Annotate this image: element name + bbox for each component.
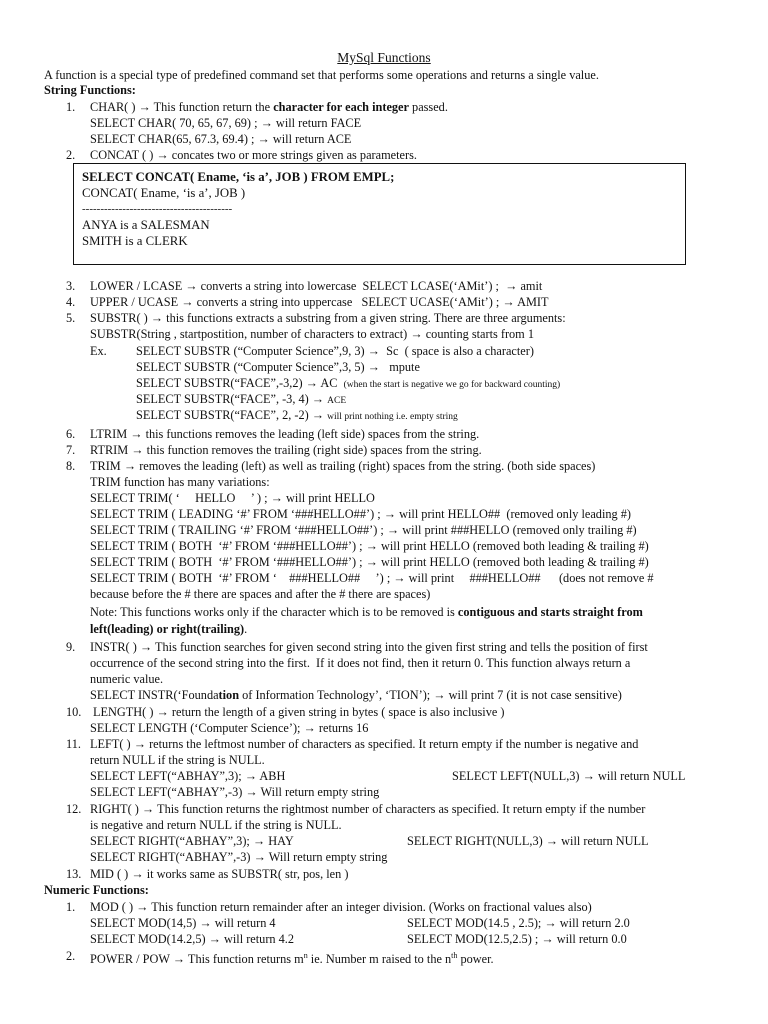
substr-syntax: SUBSTR(String , startpostition, number of characters to extract) → counting starts from 1 [90,327,534,341]
item-number: 2. [66,148,76,162]
trim-note-cont: left(leading) or right(trailing). [90,622,248,636]
length-example: SELECT LENGTH (‘Computer Science’); → returns 16 [90,721,369,735]
item-number: 8. [66,459,76,473]
item-number: 13. [66,867,82,881]
item-number: 12. [66,802,82,816]
left-example: SELECT LEFT(“ABHAY”,3); → ABH [90,769,286,783]
right-description: RIGHT( ) → This function returns the rightmost number of characters as specified. It return empty if the number [90,802,646,816]
lower-description: LOWER / LCASE → converts a string into lowercase SELECT LCASE(‘AMit’) ; → amit [90,279,543,293]
trim-example: SELECT TRIM ( BOTH ‘#’ FROM ‘###HELLO##’) ; → will print HELLO (removed both leading & trailing #) [90,539,649,553]
mod-example: SELECT MOD(12.5,2.5) ; → will return 0.0 [407,932,627,946]
left-example: SELECT LEFT(NULL,3) → will return NULL [452,769,686,783]
char-example-2: SELECT CHAR(65, 67.3, 69.4) ; → will return ACE [90,132,352,146]
concat-column-header: CONCAT( Ename, ‘is a’, JOB ) [82,186,246,200]
item-number: 1. [66,900,76,914]
item-number: 9. [66,640,76,654]
trim-example: SELECT TRIM ( TRAILING ‘#’ FROM ‘###HELLO##’) ; → will print ###HELLO (removed only trailing #) [90,523,637,537]
item-number: 6. [66,427,76,441]
mod-example: SELECT MOD(14.2,5) → will return 4.2 [90,932,295,946]
mod-description: MOD ( ) → This function return remainder after an integer division. (Works on fractional values also) [90,900,592,914]
upper-description: UPPER / UCASE → converts a string into uppercase SELECT UCASE(‘AMit’) ; → AMIT [90,295,549,309]
item-number: 1. [66,100,76,114]
left-description-cont: return NULL if the string is NULL. [90,753,265,767]
instr-description-cont: numeric value. [90,672,164,686]
substr-example: SELECT SUBSTR (“Computer Science”,9, 3) → Sc ( space is also a character) [136,344,534,358]
ltrim-description: LTRIM → this functions removes the leading (left side) spaces from the string. [90,427,480,441]
substr-example: SELECT SUBSTR(“FACE”, 2, -2) → will print nothing i.e. empty string [136,408,458,422]
string-functions-heading: String Functions: [44,83,136,97]
item-number: 5. [66,311,76,325]
mod-example: SELECT MOD(14.5 , 2.5); → will return 2.0 [407,916,630,930]
trim-example: SELECT TRIM ( BOTH ‘#’ FROM ‘###HELLO##’) ; → will print HELLO (removed both leading & trailing #) [90,555,649,569]
substr-ex-label: Ex. [90,344,107,358]
concat-result-row: SMITH is a CLERK [82,234,188,248]
instr-example: SELECT INSTR(‘Foundation of Information Technology’, ‘TION’); → will print 7 (it is not case sensitive) [90,688,622,702]
item-number: 11. [66,737,81,751]
concat-divider: ----------------------------------------- [82,203,233,215]
item-number: 10. [66,705,82,719]
intro-text: A function is a special type of predefined command set that performs some operations and returns a single value. [44,68,599,82]
concat-description: CONCAT ( ) → concates two or more strings given as parameters. [90,148,417,162]
substr-example: SELECT SUBSTR(“FACE”, -3, 4) → ACE [136,392,347,406]
trim-example: SELECT TRIM ( BOTH ‘#’ FROM ‘ ###HELLO## ’) ; → will print ###HELLO## (does not remove # [90,571,654,585]
item-number: 2. [66,949,76,963]
page-title: MySql Functions [337,50,431,65]
mid-description: MID ( ) → it works same as SUBSTR( str, pos, len ) [90,867,349,881]
trim-variations: TRIM function has many variations: [90,475,270,489]
length-description: LENGTH( ) → return the length of a given string in bytes ( space is also inclusive ) [93,705,505,719]
item-number: 3. [66,279,76,293]
right-example: SELECT RIGHT(“ABHAY”,3); → HAY [90,834,294,848]
trim-example-note: because before the # there are spaces and after the # there are spaces) [90,587,431,601]
concat-example-box [73,163,686,265]
numeric-functions-heading: Numeric Functions: [44,883,149,897]
concat-result-row: ANYA is a SALESMAN [82,218,210,232]
instr-description: INSTR( ) → This function searches for given second string into the given first string and tells the position of first [90,640,648,654]
trim-description: TRIM → removes the leading (left) as well as trailing (right) spaces from the string. (both side spaces) [90,459,596,473]
left-example: SELECT LEFT(“ABHAY”,-3) → Will return empty string [90,785,380,799]
substr-example: SELECT SUBSTR (“Computer Science”,3, 5) → mpute [136,360,420,374]
right-example: SELECT RIGHT(“ABHAY”,-3) → Will return empty string [90,850,388,864]
rtrim-description: RTRIM → this function removes the trailing (right side) spaces from the string. [90,443,482,457]
substr-example: SELECT SUBSTR(“FACE”,-3,2) → AC (when the start is negative we go for backward counting) [136,376,561,390]
right-example: SELECT RIGHT(NULL,3) → will return NULL [407,834,649,848]
item-number: 4. [66,295,76,309]
substr-description: SUBSTR( ) → this functions extracts a substring from a given string. There are three arguments: [90,311,566,325]
trim-example: SELECT TRIM ( LEADING ‘#’ FROM ‘###HELLO##’) ; → will print HELLO## (removed only leading #) [90,507,631,521]
concat-query: SELECT CONCAT( Ename, ‘is a’, JOB ) FROM EMPL; [82,170,395,184]
instr-description-cont: occurrence of the second string into the first. If it does not find, then it return 0. This function always return a [90,656,631,670]
right-description-cont: is negative and return NULL if the string is NULL. [90,818,342,832]
trim-note: Note: This functions works only if the character which is to be removed is contiguous and starts straight from [90,605,643,619]
mod-example: SELECT MOD(14,5) → will return 4 [90,916,276,930]
power-description: POWER / POW → This function returns $m^n$ ie. Number m raised to the $n^{th}$ power. [90,951,494,967]
char-description: CHAR( ) → This function return the character for each integer passed. [90,100,448,114]
trim-example: SELECT TRIM( ‘ HELLO ’ ) ; → will print HELLO [90,491,375,505]
char-example-1: SELECT CHAR( 70, 65, 67, 69) ; → will return FACE [90,116,362,130]
left-description: LEFT( ) → returns the leftmost number of characters as specified. It return empty if the number is negative and [90,737,639,751]
item-number: 7. [66,443,76,457]
